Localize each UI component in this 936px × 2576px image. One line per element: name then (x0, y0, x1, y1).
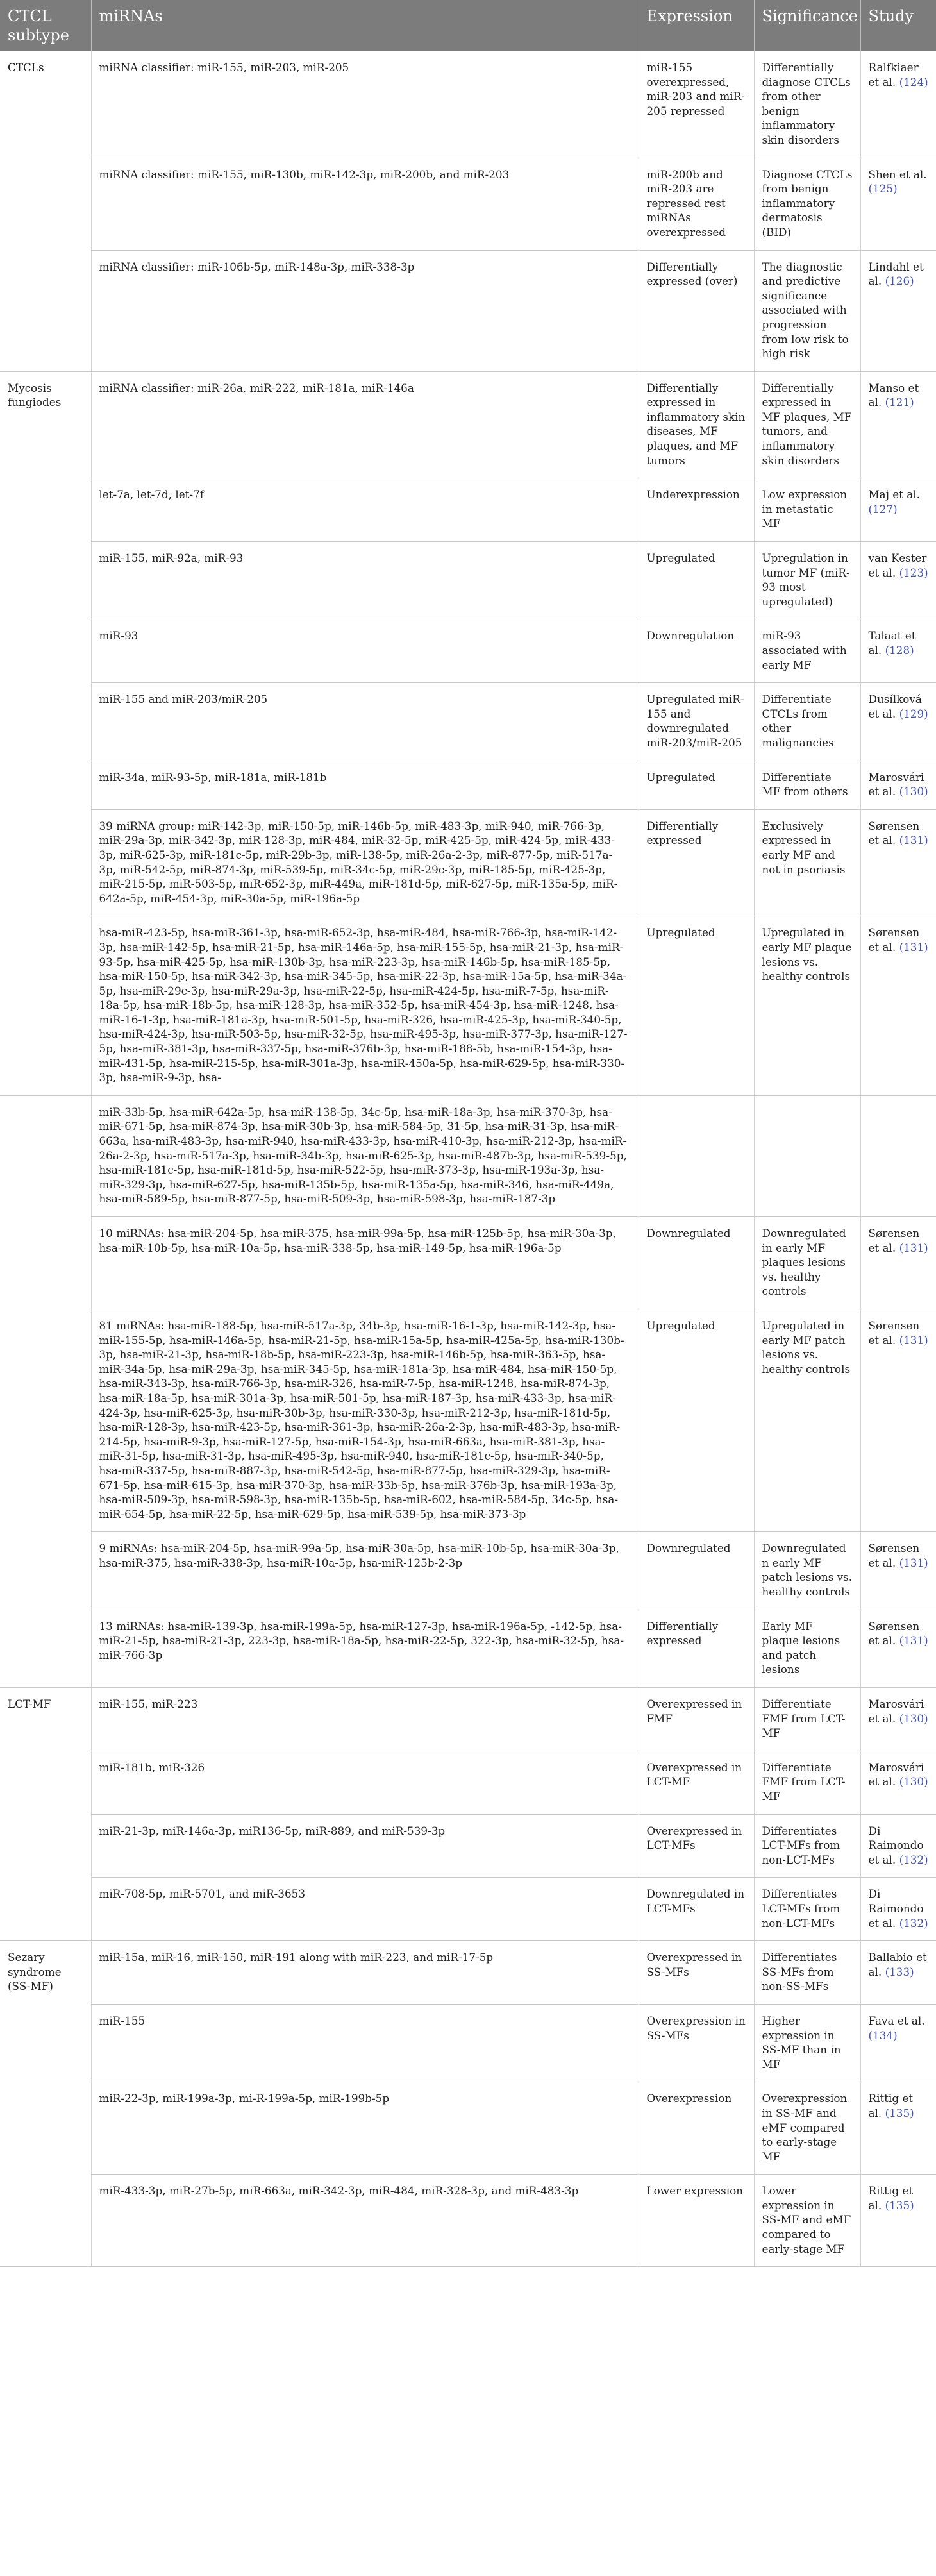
significance-cell: Differentiates LCT-MFs from non-LCT-MFs (754, 1878, 860, 1941)
mirna-cell: miR-93 (91, 619, 639, 683)
study-cell (860, 158, 936, 250)
study-author: Rittig et al. (868, 2184, 914, 2212)
expression-cell: Upregulated miR-155 and downregulated miR-203/miR-205 (639, 683, 754, 761)
table-row (0, 371, 936, 478)
subtype-cell (0, 1095, 91, 1687)
header-ctcl-subtype: CTCL subtype (0, 0, 91, 51)
study-author: Manso et al. (868, 381, 919, 409)
table-row (0, 542, 936, 619)
expression-cell: Lower expression (639, 2175, 754, 2267)
significance-cell: Downregulated in early MF plaques lesions vs. healthy controls (754, 1217, 860, 1309)
header-study: Study (860, 0, 936, 51)
study-author: Maj et al. (868, 488, 920, 501)
study-cell (860, 51, 936, 158)
significance-cell: Upregulated in early MF plaque lesions vs. healthy controls (754, 916, 860, 1096)
study-author: Fava et al. (868, 2014, 925, 2027)
mirna-cell: miR-708-5p, miR-5701, and miR-3653 (91, 1878, 639, 1941)
table-row (0, 1095, 936, 1216)
study-reference-link[interactable]: (131) (899, 1241, 928, 1254)
mirna-cell: miR-34a, miR-93-5p, miR-181a, miR-181b (91, 761, 639, 809)
study-author: Ralfkiaer et al. (868, 61, 919, 88)
study-author: Sørensen et al. (868, 1619, 920, 1647)
significance-cell: Exclusively expressed in early MF and not in psoriasis (754, 809, 860, 916)
study-cell (860, 542, 936, 619)
significance-cell: Differentiates LCT-MFs from non-LCT-MFs (754, 1814, 860, 1878)
header-significance: Significance (754, 0, 860, 51)
table-row (0, 761, 936, 809)
mirna-cell: miR-181b, miR-326 (91, 1751, 639, 1814)
mirna-cell: 81 miRNAs: hsa-miR-188-5p, hsa-miR-517a-3p, 34b-3p, hsa-miR-16-1-3p, hsa-miR-142-3p, hsa-miR-155-5p, hsa-miR-146a-5p, hsa-miR-21-5p, hsa-miR-15a-5p, hsa-miR-425a-5p, hsa-miR-130b-3p, hsa-miR-21-3p, hsa-miR-18b-5p, hsa-miR-223-3p, hsa-miR-146b-5p, hsa-miR-363-5p, hsa-miR-34a-5p, hsa-miR-29a-3p, hsa-miR-345-5p, hsa-miR-181a-3p, hsa-miR-484, hsa-miR-150-5p, hsa-miR-343-3p, hsa-miR-766-3p, hsa-miR-326, hsa-miR-7-5p, hsa-miR-1248, hsa-miR-874-3p, hsa-miR-18a-5p, hsa-miR-301a-3p, hsa-miR-501-5p, hsa-miR-187-3p, hsa-miR-433-3p, hsa-miR-424-3p, hsa-miR-625-3p, hsa-miR-30b-3p, hsa-miR-330-3p, hsa-miR-212-3p, hsa-miR-181d-5p, hsa-miR-128-3p, hsa-miR-423-5p, hsa-miR-361-3p, hsa-miR-26a-2-3p, hsa-miR-483-3p, hsa-miR-214-5p, hsa-miR-9-3p, hsa-miR-127-5p, hsa-miR-154-3p, hsa-miR-663a, hsa-miR-381-3p, hsa-miR-31-5p, hsa-miR-31-3p, hsa-miR-495-3p, hsa-miR-940, hsa-miR-181c-5p, hsa-miR-340-5p, hsa-miR-337-5p, hsa-miR-887-3p, hsa-miR-542-5p, hsa-miR-877-5p, hsa-miR-329-3p, hsa-miR-671-5p, hsa-miR-615-3p, hsa-miR-370-3p, hsa-miR-33b-5p, hsa-miR-376b-3p, hsa-miR-193a-3p, hsa-miR-509-3p, hsa-miR-598-3p, hsa-miR-135b-5p, hsa-miR-602, hsa-miR-584-5p, 34c-5p, hsa-miR-654-5p, hsa-miR-22-5p, hsa-miR-629-5p, hsa-miR-539-5p, hsa-miR-373-3p (91, 1309, 639, 1531)
expression-cell (639, 1095, 754, 1216)
study-reference-link[interactable]: (131) (899, 1333, 928, 1347)
expression-cell: Overexpression (639, 2082, 754, 2175)
study-cell (860, 478, 936, 542)
table-row (0, 683, 936, 761)
expression-cell: miR-200b and miR-203 are repressed rest miRNAs overexpressed (639, 158, 754, 250)
study-reference-link[interactable]: (133) (885, 1965, 914, 1978)
mirna-cell: miR-22-3p, miR-199a-3p, mi-R-199a-5p, miR-199b-5p (91, 2082, 639, 2175)
significance-cell: Differentiate FMF from LCT-MF (754, 1688, 860, 1751)
significance-cell: Early MF plaque lesions and patch lesions (754, 1610, 860, 1687)
table-row (0, 916, 936, 1096)
expression-cell: Upregulated (639, 542, 754, 619)
expression-cell: Downregulated in LCT-MFs (639, 1878, 754, 1941)
significance-cell: miR-93 associated with early MF (754, 619, 860, 683)
mirna-cell: miRNA classifier: miR-26a, miR-222, miR-181a, miR-146a (91, 371, 639, 478)
study-cell (860, 1309, 936, 1531)
table-row (0, 2175, 936, 2267)
expression-cell: Upregulated (639, 1309, 754, 1531)
study-reference-link[interactable]: (121) (885, 396, 914, 409)
study-author: Di Raimondo et al. (868, 1824, 924, 1866)
study-reference-link[interactable]: (125) (868, 182, 898, 196)
table-row (0, 1532, 936, 1610)
study-author: Marosvári et al. (868, 1697, 924, 1725)
significance-cell (754, 1095, 860, 1216)
study-author: Ballabio et al. (868, 1951, 927, 1978)
study-reference-link[interactable]: (124) (899, 75, 928, 88)
significance-cell: Upregulated in early MF patch lesions vs. healthy controls (754, 1309, 860, 1531)
header-mirnas: miRNAs (91, 0, 639, 51)
study-reference-link[interactable]: (131) (899, 1556, 928, 1569)
study-cell (860, 1217, 936, 1309)
study-reference-link[interactable]: (130) (899, 1712, 928, 1725)
table-row (0, 478, 936, 542)
study-reference-link[interactable]: (131) (899, 834, 928, 847)
expression-cell: Overexpressed in SS-MFs (639, 1941, 754, 2005)
expression-cell: Downregulated (639, 1217, 754, 1309)
mirna-cell: 39 miRNA group: miR-142-3p, miR-150-5p, miR-146b-5p, miR-483-3p, miR-940, miR-766-3p, miR-29a-3p, miR-342-3p, miR-128-3p, miR-484, miR-32-5p, miR-425-5p, miR-424-5p, miR-433-3p, miR-625-3p, miR-181c-5p, miR-29b-3p, miR-138-5p, miR-26a-2-3p, miR-877-5p, miR-517a-3p, miR-542-5p, miR-874-3p, miR-539-5p, miR-34c-5p, miR-29c-3p, miR-185-5p, miR-425-3p, miR-215-5p, miR-503-5p, miR-652-3p, miR-449a, miR-181d-5p, miR-627-5p, miR-135a-5p, miR-642a-5p, miR-454-3p, miR-30a-5p, miR-196a-5p (91, 809, 639, 916)
study-cell (860, 916, 936, 1096)
table-row (0, 51, 936, 158)
expression-cell: Differentially expressed (over) (639, 250, 754, 371)
study-cell (860, 1688, 936, 1751)
expression-cell: Downregulation (639, 619, 754, 683)
table-row (0, 250, 936, 371)
mirna-cell: miR-21-3p, miR-146a-3p, miR136-5p, miR-889, and miR-539-3p (91, 1814, 639, 1878)
study-reference-link[interactable]: (127) (868, 502, 898, 516)
study-cell (860, 2175, 936, 2267)
table-row (0, 809, 936, 916)
mirna-cell: miR-433-3p, miR-27b-5p, miR-663a, miR-342-3p, miR-484, miR-328-3p, and miR-483-3p (91, 2175, 639, 2267)
mirna-cell: hsa-miR-423-5p, hsa-miR-361-3p, hsa-miR-652-3p, hsa-miR-484, hsa-miR-766-3p, hsa-miR-142-3p, hsa-miR-142-5p, hsa-miR-21-5p, hsa-miR-146a-5p, hsa-miR-155-5p, hsa-miR-21-3p, hsa-miR-93-5p, hsa-miR-425-5p, hsa-miR-130b-3p, hsa-miR-223-3p, hsa-miR-146b-5p, hsa-miR-185-5p, hsa-miR-150-5p, hsa-miR-342-3p, hsa-miR-345-5p, hsa-miR-22-3p, hsa-miR-15a-5p, hsa-miR-34a-5p, hsa-miR-29c-3p, hsa-miR-29a-3p, hsa-miR-22-5p, hsa-miR-424-5p, hsa-miR-7-5p, hsa-miR-18a-5p, hsa-miR-18b-5p, hsa-miR-128-3p, hsa-miR-352-5p, hsa-miR-454-3p, hsa-miR-1248, hsa-miR-16-1-3p, hsa-miR-181a-3p, hsa-miR-501-5p, hsa-miR-326, hsa-miR-425-3p, hsa-miR-340-5p, hsa-miR-424-3p, hsa-miR-503-5p, hsa-miR-32-5p, hsa-miR-495-3p, hsa-miR-377-3p, hsa-miR-127-5p, hsa-miR-381-3p, hsa-miR-337-5p, hsa-miR-376b-3p, hsa-miR-188-5b, hsa-miR-154-3p, hsa-miR-431-5p, hsa-miR-215-5p, hsa-miR-301a-3p, hsa-miR-450a-5p, hsa-miR-629-5p, hsa-miR-330-3p, hsa-miR-9-3p, hsa- (91, 916, 639, 1096)
expression-cell: miR-155 overexpressed, miR-203 and miR-205 repressed (639, 51, 754, 158)
study-cell (860, 2004, 936, 2082)
expression-cell: Overexpressed in FMF (639, 1688, 754, 1751)
table-header (0, 0, 936, 51)
mirna-cell: miRNA classifier: miR-106b-5p, miR-148a-3p, miR-338-3p (91, 250, 639, 371)
expression-cell: Upregulated (639, 916, 754, 1096)
study-cell (860, 371, 936, 478)
study-author: van Kester et al. (868, 551, 927, 579)
study-reference-link[interactable]: (130) (899, 785, 928, 798)
subtype-cell: CTCLs (0, 51, 91, 371)
study-reference-link[interactable]: (128) (885, 644, 914, 657)
expression-cell: Upregulated (639, 761, 754, 809)
table-row (0, 1814, 936, 1878)
study-cell (860, 1532, 936, 1610)
study-author: Sørensen et al. (868, 819, 920, 847)
study-author: Di Raimondo et al. (868, 1887, 924, 1930)
table-row (0, 2082, 936, 2175)
table-row (0, 1610, 936, 1687)
table-row (0, 1878, 936, 1941)
significance-cell: Diagnose CTCLs from benign inflammatory dermatosis (BID) (754, 158, 860, 250)
table-row (0, 619, 936, 683)
significance-cell: Downregulated n early MF patch lesions vs. healthy controls (754, 1532, 860, 1610)
significance-cell: Differentially diagnose CTCLs from other benign inflammatory skin disorders (754, 51, 860, 158)
subtype-cell: LCT-MF (0, 1688, 91, 1941)
table-row (0, 2004, 936, 2082)
mirna-cell: 9 miRNAs: hsa-miR-204-5p, hsa-miR-99a-5p, hsa-miR-30a-5p, hsa-miR-10b-5p, hsa-miR-30a-3p, hsa-miR-375, hsa-miR-338-3p, hsa-miR-10a-5p, hsa-miR-125b-2-3p (91, 1532, 639, 1610)
study-reference-link[interactable]: (132) (899, 1916, 928, 1930)
significance-cell: Low expression in metastatic MF (754, 478, 860, 542)
study-cell (860, 619, 936, 683)
study-author: Sørensen et al. (868, 1542, 920, 1569)
mirna-cell: miR-155 and miR-203/miR-205 (91, 683, 639, 761)
study-reference-link[interactable]: (129) (899, 707, 928, 720)
study-reference-link[interactable]: (135) (885, 2198, 914, 2212)
mirna-cell: miR-33b-5p, hsa-miR-642a-5p, hsa-miR-138-5p, 34c-5p, hsa-miR-18a-3p, hsa-miR-370-3p, hsa-miR-671-5p, hsa-miR-874-3p, hsa-miR-30b-3p, hsa-miR-584-5p, 31-5p, hsa-miR-31-3p, hsa-miR-663a, hsa-miR-483-3p, hsa-miR-940, hsa-miR-433-3p, hsa-miR-410-3p, hsa-miR-212-3p, hsa-miR-26a-2-3p, hsa-miR-517a-3p, hsa-miR-34b-3p, hsa-miR-625-3p, hsa-miR-487b-3p, hsa-miR-539-5p, hsa-miR-181c-5p, hsa-miR-181d-5p, hsa-miR-522-5p, hsa-miR-373-3p, hsa-miR-193a-3p, hsa-miR-329-3p, hsa-miR-627-5p, hsa-miR-135b-5p, hsa-miR-135a-5p, hsa-miR-346, hsa-miR-449a, hsa-miR-589-5p, hsa-miR-877-5p, hsa-miR-509-3p, hsa-miR-598-3p, hsa-miR-187-3p (91, 1095, 639, 1216)
mirna-cell: miR-155 (91, 2004, 639, 2082)
significance-cell: Overexpression in SS-MF and eMF compared to early-stage MF (754, 2082, 860, 2175)
significance-cell: Higher expression in SS-MF than in MF (754, 2004, 860, 2082)
subtype-cell: Mycosis fungiodes (0, 371, 91, 1095)
header-expression: Expression (639, 0, 754, 51)
study-reference-link[interactable]: (131) (899, 1634, 928, 1647)
expression-cell: Underexpression (639, 478, 754, 542)
mirna-cell: miR-155, miR-223 (91, 1688, 639, 1751)
table-row (0, 1941, 936, 2005)
study-cell (860, 1751, 936, 1814)
mirna-cell: miR-15a, miR-16, miR-150, miR-191 along with miR-223, and miR-17-5p (91, 1941, 639, 2005)
study-author: Dusílková et al. (868, 693, 922, 720)
study-author: Marosvári et al. (868, 1760, 924, 1789)
expression-cell: Overexpressed in LCT-MF (639, 1751, 754, 1814)
table-row (0, 1751, 936, 1814)
study-reference-link[interactable]: (134) (868, 2028, 898, 2042)
study-reference-link[interactable]: (131) (899, 940, 928, 954)
study-cell (860, 1941, 936, 2005)
study-cell (860, 809, 936, 916)
significance-cell: Differentiate FMF from LCT-MF (754, 1751, 860, 1814)
table-row (0, 1309, 936, 1531)
study-cell (860, 1610, 936, 1687)
study-author: Sørensen et al. (868, 1318, 920, 1347)
study-cell (860, 2082, 936, 2175)
significance-cell: The diagnostic and predictive significance associated with progression from low risk to high risk (754, 250, 860, 371)
study-reference-link[interactable]: (132) (899, 1853, 928, 1866)
significance-cell: Differentiate CTCLs from other malignancies (754, 683, 860, 761)
significance-cell: Differentially expressed in MF plaques, MF tumors, and inflammatory skin disorders (754, 371, 860, 478)
study-cell (860, 1878, 936, 1941)
mirna-cell: miR-155, miR-92a, miR-93 (91, 542, 639, 619)
study-author: Sørensen et al. (868, 926, 920, 954)
study-cell (860, 761, 936, 809)
table-row (0, 1688, 936, 1751)
header-row (0, 0, 936, 51)
table-row (0, 158, 936, 250)
expression-cell: Differentially expressed (639, 809, 754, 916)
expression-cell: Downregulated (639, 1532, 754, 1610)
study-author: Shen et al. (868, 167, 927, 181)
study-reference-link[interactable]: (123) (899, 566, 928, 579)
study-reference-link[interactable]: (130) (899, 1775, 928, 1789)
significance-cell: Differentiate MF from others (754, 761, 860, 809)
expression-cell: Overexpression in SS-MFs (639, 2004, 754, 2082)
expression-cell: Differentially expressed in inflammatory skin diseases, MF plaques, and MF tumors (639, 371, 754, 478)
study-author: Talaat et al. (868, 629, 916, 657)
study-author: Rittig et al. (868, 2092, 914, 2119)
expression-cell: Differentially expressed (639, 1610, 754, 1687)
expression-cell: Overexpressed in LCT-MFs (639, 1814, 754, 1878)
mirna-cell: 10 miRNAs: hsa-miR-204-5p, hsa-miR-375, hsa-miR-99a-5p, hsa-miR-125b-5p, hsa-miR-30a-3p, hsa-miR-10b-5p, hsa-miR-10a-5p, hsa-miR-338-5p, hsa-miR-149-5p, hsa-miR-196a-5p (91, 1217, 639, 1309)
mirna-cell: 13 miRNAs: hsa-miR-139-3p, hsa-miR-199a-5p, hsa-miR-127-3p, hsa-miR-196a-5p, -142-5p, hsa-miR-21-5p, hsa-miR-21-3p, 223-3p, hsa-miR-18a-5p, hsa-miR-22-5p, 322-3p, hsa-miR-32-5p, hsa-miR-766-3p (91, 1610, 639, 1687)
study-author: Lindahl et al. (868, 260, 924, 288)
subtype-cell: Sezary syndrome (SS-MF) (0, 1941, 91, 2267)
table-row (0, 1217, 936, 1309)
study-cell (860, 683, 936, 761)
mirna-cell: let-7a, let-7d, let-7f (91, 478, 639, 542)
significance-cell: Upregulation in tumor MF (miR-93 most upregulated) (754, 542, 860, 619)
study-cell (860, 1814, 936, 1878)
study-author: Sørensen et al. (868, 1227, 920, 1254)
study-reference-link[interactable]: (126) (885, 274, 914, 288)
study-reference-link[interactable]: (135) (885, 2106, 914, 2119)
mirna-cell: miRNA classifier: miR-155, miR-130b, miR-142-3p, miR-200b, and miR-203 (91, 158, 639, 250)
significance-cell: Differentiates SS-MFs from non-SS-MFs (754, 1941, 860, 2005)
study-cell (860, 250, 936, 371)
significance-cell: Lower expression in SS-MF and eMF compared to early-stage MF (754, 2175, 860, 2267)
study-cell (860, 1095, 936, 1216)
mirna-cell: miRNA classifier: miR-155, miR-203, miR-205 (91, 51, 639, 158)
table-body (0, 51, 936, 2267)
study-author: Marosvári et al. (868, 770, 924, 798)
